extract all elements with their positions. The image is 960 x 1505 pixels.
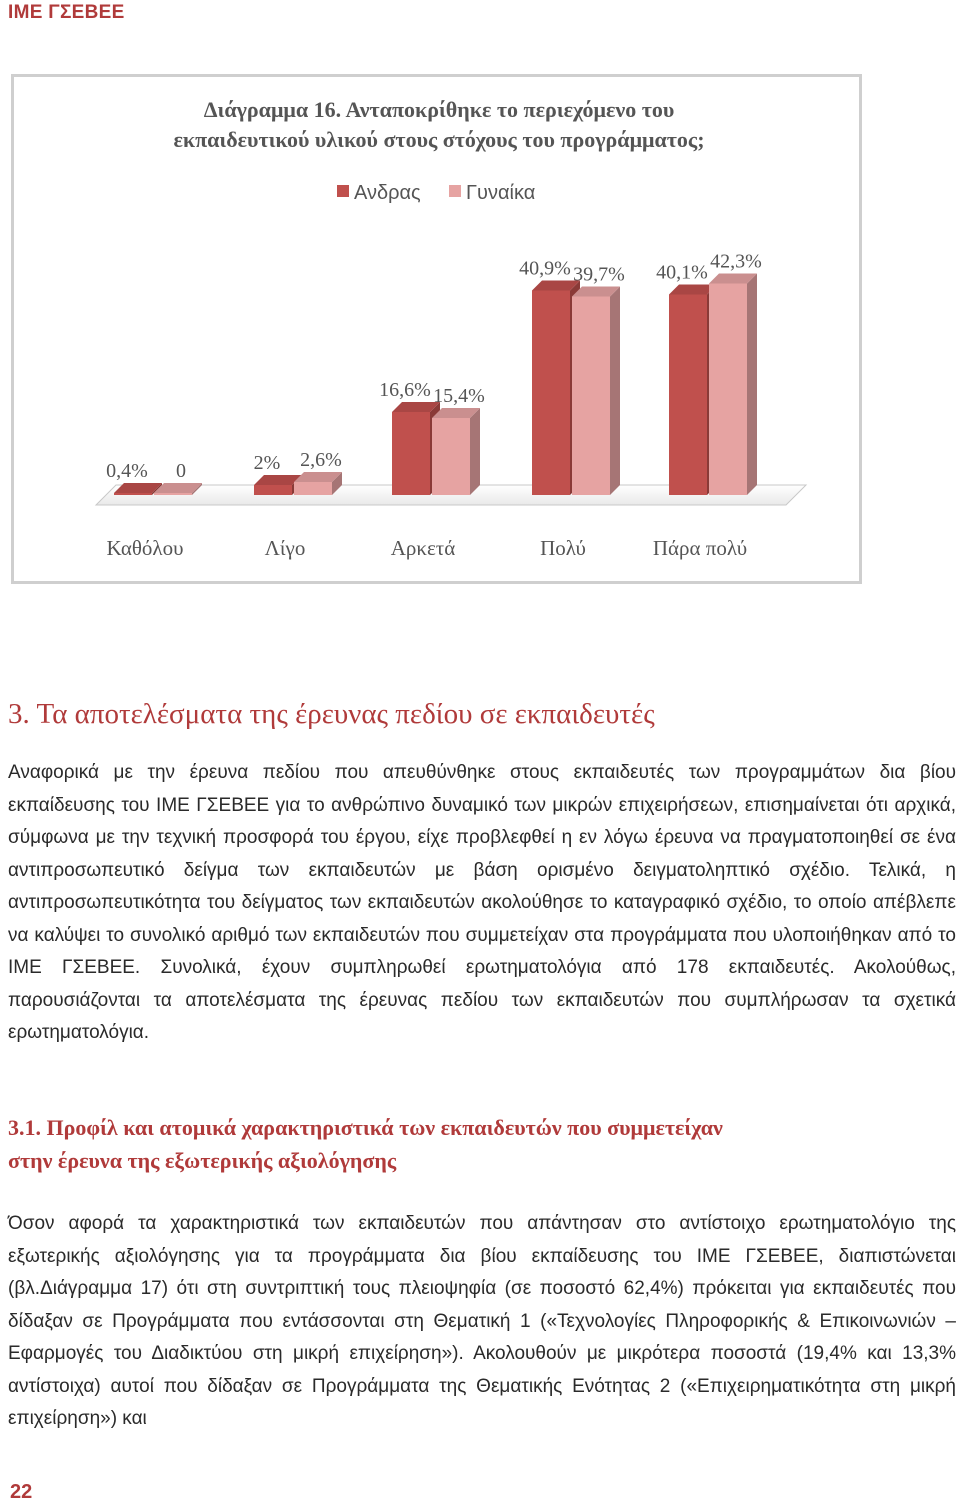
legend-swatch-male bbox=[337, 185, 349, 197]
body-paragraph-1: Αναφορικά με την έρευνα πεδίου που απευθύνθηκε στους εκπαιδευτές των προγραμμάτων δια βίου εκπαίδευσης του ΙΜΕ ΓΣΕΒΕΕ για το ανθρώπινο δυναμικό των μικρών επιχειρήσεων, επισημαίνεται ότι αρχικά, σύμφωνα με την τεχνική προσφορά του έργου, είχε προβλεφθεί η εν λόγω έρευνα να πραγματοποιηθεί σε ένα αντιπροσωπευτικό δείγμα των εκπαιδευτών με βάση ορισμένο δειγματοληπτικό σχέδιο. Τελικά, η αντιπροσωπευτικότητα του δείγματος των εκπαιδευτών ακολούθησε το καταγραφικό σχέδιο, το οποίο απέβλεπε να καλύψει το συνολικό αριθμό των εκπαιδευτών που συμμετείχαν στα προγράμματα που υλοποιήθηκαν από το ΙΜΕ ΓΣΕΒΕΕ. Συνολικά, έχουν συμπληρωθεί ερωτηματολόγια από 178 εκπαιδευτές. Ακολούθως, παρουσιάζονται τα αποτελέσματα της έρευνας πεδίου των εκπαιδευτών που συμπλήρωσαν τα σχετικά ερωτηματολόγια. bbox=[8, 762, 956, 1043]
value-label-male-2: 2% bbox=[253, 452, 281, 474]
bar-female-4 bbox=[572, 287, 620, 496]
page-number: 22 bbox=[10, 1481, 33, 1503]
value-label-male-1: 0,4% bbox=[106, 460, 148, 482]
category-label-1: Καθόλου bbox=[106, 536, 184, 560]
body-paragraph-2: Όσον αφορά τα χαρακτηριστικά των εκπαιδευτών που απάντησαν στο αντίστοιχο ερωτηματολόγιο της εξωτερικής αξιολόγησης για τα προγράμματα δια βίου εκπαίδευσης του ΙΜΕ ΓΣΕΒΕΕ, διαπιστώνεται (βλ.Διάγραμμα 17) ότι στη συντριπτική τους πλειοψηφία (σε ποσοστό 62,4%) πρόκειται για εκπαιδευτές που δίδαξαν σε Προγράμματα που εντάσσονται στη Θεματική 1 («Τεχνολογίες Πληροφορικής & Επικοινωνιών – Εφαρμογές του Διαδικτύου στη μικρή επιχείρηση»). Ακολουθούν με μικρότερα ποσοστά (19,4% και 13,3% αντίστοιχα) αυτοί που δίδαξαν σε Προγράμματα της Θεματικής Ενότητας 2 («Επιχειρηματικότητα στη μικρή επιχείρηση») και bbox=[8, 1213, 956, 1429]
bar-front bbox=[572, 297, 610, 496]
chart-legend bbox=[337, 182, 535, 204]
bar-front bbox=[154, 493, 192, 495]
bar-front bbox=[114, 493, 152, 495]
value-label-female-4: 39,7% bbox=[573, 263, 625, 286]
category-label-4: Πολύ bbox=[540, 536, 586, 560]
chart-figure bbox=[11, 74, 862, 584]
subsection-title: 3.1. Προφίλ και ατομικά χαρακτηριστικά των εκπαιδευτών που συμμετείχαν στην έρευνα της εξωτερικής αξιολόγησης bbox=[8, 1115, 723, 1173]
category-axis bbox=[106, 536, 747, 560]
running-header: ΙΜΕ ΓΣΕΒΕΕ bbox=[8, 2, 125, 23]
bar-front bbox=[432, 418, 470, 495]
value-label-female-1: 0 bbox=[176, 460, 186, 482]
bar-side bbox=[747, 274, 757, 496]
value-label-female-2: 2,6% bbox=[300, 449, 342, 471]
value-label-male-5: 40,1% bbox=[656, 261, 708, 284]
value-label-male-3: 16,6% bbox=[379, 379, 431, 401]
value-label-female-5: 42,3% bbox=[710, 250, 762, 273]
category-label-3: Αρκετά bbox=[390, 536, 456, 560]
bar-side bbox=[470, 408, 480, 495]
legend-swatch-female bbox=[449, 185, 461, 197]
section-title: 3. Τα αποτελέσματα της έρευνας πεδίου σε εκπαιδευτές bbox=[8, 698, 655, 730]
legend-label-female: Γυναίκα bbox=[466, 182, 536, 204]
value-label-male-4: 40,9% bbox=[519, 257, 571, 280]
bar-chart bbox=[14, 77, 859, 581]
bar-front bbox=[709, 284, 747, 496]
bar-front bbox=[294, 482, 332, 495]
bar-side bbox=[610, 287, 620, 496]
chart-title-line2: εκπαιδευτικού υλικού στους στόχους του προγράμματος; bbox=[173, 127, 705, 152]
category-label-2: Λίγο bbox=[264, 536, 306, 560]
chart-title-line1: Διάγραμμα 16. Ανταποκρίθηκε το περιεχόμενο του bbox=[203, 97, 675, 122]
bar-female-2 bbox=[294, 472, 342, 495]
bar-front bbox=[532, 291, 570, 496]
bar-female-5 bbox=[709, 274, 757, 496]
bar-front bbox=[254, 485, 292, 495]
legend-label-male: Ανδρας bbox=[354, 182, 421, 204]
bar-front bbox=[392, 412, 430, 495]
value-label-female-3: 15,4% bbox=[433, 385, 485, 407]
bar-female-3 bbox=[432, 408, 480, 495]
category-label-5: Πάρα πολύ bbox=[652, 536, 748, 560]
bar-front bbox=[669, 295, 707, 496]
